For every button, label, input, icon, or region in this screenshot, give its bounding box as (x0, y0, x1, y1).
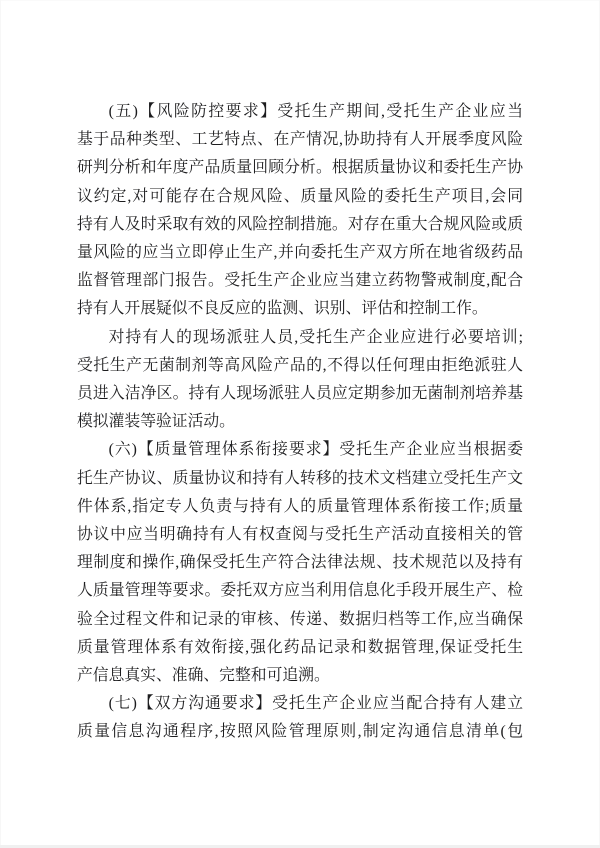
paragraph (77, 98, 523, 324)
text-line: (七)【双方沟通要求】受托生产企业应当配合持有人建立 (108, 695, 523, 713)
text-line: 持有人开展疑似不良反应的监测、识别、评估和控制工作。 (77, 300, 488, 318)
text-line: 议约定,对可能存在合规风险、质量风险的委托生产项目,会同 (77, 187, 523, 205)
text-line: 受托生产无菌制剂等高风险产品的,不得以任何理由拒绝派驻人 (77, 356, 523, 374)
text-line: 质量信息沟通程序,按照风险管理原则,制定沟通信息清单(包 (77, 723, 523, 741)
document-body (77, 98, 523, 747)
text-line: (六)【质量管理体系衔接要求】受托生产企业应当根据委 (108, 441, 523, 459)
text-line: 理制度和操作,确保受托生产符合法律法规、技术规范以及持有 (77, 554, 523, 572)
text-line: 员进入洁净区。持有人现场派驻人员应定期参加无菌制剂培养基 (77, 385, 523, 403)
text-line: 质量管理体系有效衔接,强化药品记录和数据管理,保证受托生 (77, 638, 523, 656)
text-line: 验全过程文件和记录的审核、传递、数据归档等工作,应当确保 (77, 610, 523, 628)
text-line: 件体系,指定专人负责与持有人的质量管理体系衔接工作;质量 (77, 497, 523, 515)
text-line: 量风险的应当立即停止生产,并向委托生产双方所在地省级药品 (77, 244, 523, 262)
text-line: 产信息真实、准确、完整和可追溯。 (77, 667, 330, 685)
paragraph (77, 690, 523, 746)
text-line: 基于品种类型、工艺特点、在产情况,协助持有人开展季度风险 (77, 131, 523, 149)
text-line: 协议中应当明确持有人有权查阅与受托生产活动直接相关的管 (77, 526, 523, 544)
text-line: 模拟灌装等验证活动。 (77, 413, 235, 431)
text-line: 监督管理部门报告。受托生产企业应当建立药物警戒制度,配合 (77, 272, 523, 290)
text-line: 持有人及时采取有效的风险控制措施。对存在重大合规风险或质 (77, 215, 523, 233)
text-line: 研判分析和年度产品质量回顾分析。根据质量协议和委托生产协 (77, 159, 523, 177)
text-line: (五)【风险防控要求】受托生产期间,受托生产企业应当 (108, 103, 523, 120)
text-line: 对持有人的现场派驻人员,受托生产企业应进行必要培训; (108, 328, 523, 346)
text-line: 人质量管理等要求。委托双方应当利用信息化手段开展生产、检 (77, 582, 523, 600)
paragraph (77, 436, 523, 690)
text-line: 托生产协议、质量协议和持有人转移的技术文档建立受托生产文 (77, 469, 523, 487)
paragraph (77, 324, 523, 437)
